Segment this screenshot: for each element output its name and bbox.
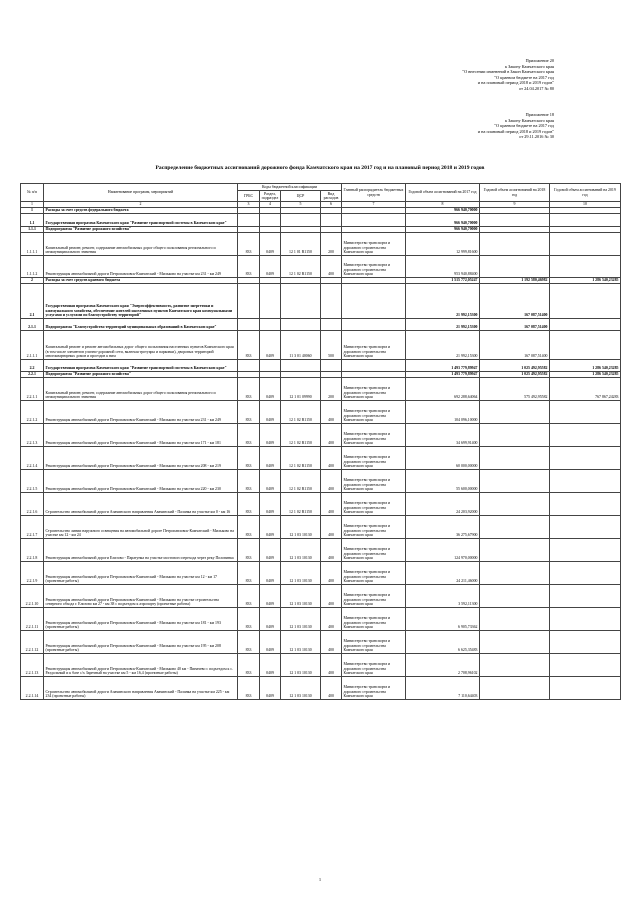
- row-vr: 400: [321, 469, 342, 492]
- row-2019: [550, 318, 621, 330]
- row-2019: [550, 283, 621, 318]
- row-number: 1.1.1.1: [21, 232, 44, 255]
- header-name: Наименование программ, мероприятий: [44, 184, 238, 202]
- row-grbs: 833: [238, 515, 260, 538]
- row-2018: [480, 538, 550, 561]
- row-name: Реконструкция автомобильной дороги Петропавловск-Камчатский - Мильково на участке км 231 - км 249: [44, 255, 238, 277]
- row-name: Государственная программа Камчатского края "Развитие транспортной системы в Камчатском крае": [44, 213, 238, 226]
- row-2017: 1 493 779,89947: [406, 359, 480, 371]
- row-admin: Министерство транспорта и дорожного строительства Камчатского края: [342, 561, 406, 584]
- row-grbs: 833: [238, 469, 260, 492]
- row-2019: [550, 330, 621, 359]
- row-grbs: 833: [238, 653, 260, 676]
- row-2018: [480, 653, 550, 676]
- row-2019: [550, 607, 621, 630]
- row-name: Реконструкция автомобильной дороги Петропавловск-Камчатский - Мильково на участке км 171 - км 181: [44, 423, 238, 446]
- row-2019: 1 286 540,23285: [550, 277, 621, 283]
- row-vr: [321, 283, 342, 318]
- row-grbs: 833: [238, 492, 260, 515]
- row-admin: [342, 359, 406, 371]
- table-row: [21, 676, 621, 699]
- annex-line: Приложение 18: [525, 112, 554, 117]
- annex-18-block: [478, 112, 554, 140]
- header-vr: Вид расходов: [321, 191, 342, 202]
- header-rzpr: Раздел, подраздел: [260, 191, 281, 202]
- row-2018: [480, 400, 550, 423]
- row-number: 2.1.1: [21, 318, 44, 330]
- row-name: Строительство автомобильной дороги Апачинского направления Авачинский - Паланка на участке км 0 - км 16: [44, 492, 238, 515]
- row-csr: 12 1 03 10130: [281, 538, 321, 561]
- row-2017: 60 000,00000: [406, 446, 480, 469]
- row-csr: 12 1 03 10130: [281, 630, 321, 653]
- row-admin: Министерство транспорта и дорожного строительства Камчатского края: [342, 538, 406, 561]
- row-name: Государственная программа Камчатского края "Развитие транспортной системы в Камчатском крае": [44, 359, 238, 371]
- row-number: 2.2.1.6: [21, 492, 44, 515]
- annex-line: Приложение 20: [525, 58, 554, 63]
- row-number: 2.2.1.10: [21, 584, 44, 607]
- row-vr: 500: [321, 330, 342, 359]
- annex-line: от 24.04.2017 № 80: [519, 85, 554, 91]
- row-name: Подпрограмма "Развитие дорожного хозяйства": [44, 226, 238, 232]
- header-2018: Годовой объем ассигнований на 2018 год: [480, 184, 550, 202]
- row-name: Реконструкция автомобильной дороги Петропавловск-Камчатский - Мильково на участке км 181 - км 193 (проектные работы): [44, 607, 238, 630]
- row-number: 2.2.1.4: [21, 446, 44, 469]
- row-vr: 400: [321, 400, 342, 423]
- row-csr: 12 1 02 R1150: [281, 255, 321, 277]
- header-2019: Годовой объем ассигнований на 2019 год: [550, 184, 621, 202]
- annex-20-block: [462, 58, 554, 92]
- table-row: [21, 446, 621, 469]
- table-row: [21, 359, 621, 371]
- row-name: Строительство автомобильной дороги Апачинского направления Авачинский - Паланка на участке км 225 - км 234 (проектные работы): [44, 676, 238, 699]
- row-number: 2.2.1.12: [21, 630, 44, 653]
- table-row: [21, 423, 621, 446]
- row-rzpr: 0409: [260, 538, 281, 561]
- row-2018: [480, 584, 550, 607]
- column-number: 4: [260, 202, 281, 208]
- row-2018: [480, 630, 550, 653]
- row-vr: 400: [321, 515, 342, 538]
- annex-line: и на плановый период 2018 и 2019 годов": [477, 80, 554, 86]
- row-vr: 200: [321, 232, 342, 255]
- column-number: 9: [480, 202, 550, 208]
- table-row: [21, 318, 621, 330]
- row-2018: [480, 561, 550, 584]
- row-csr: 12 1 03 10130: [281, 515, 321, 538]
- row-2017: 6 905,73362: [406, 607, 480, 630]
- header-2017: Годовой объем ассигнований на 2017 год: [406, 184, 480, 202]
- row-2017: 2 708,96102: [406, 653, 480, 676]
- table-row: [21, 561, 621, 584]
- row-admin: Министерство транспорта и дорожного строительства Камчатского края: [342, 232, 406, 255]
- row-2017: 104 096,10000: [406, 400, 480, 423]
- header-num: № п/п: [21, 184, 44, 202]
- row-vr: 400: [321, 676, 342, 699]
- row-name: Реконструкция автомобильной дороги Петропавловск-Камчатский - Мильково на участке строительства северного обхода г. Елизово км 27 - км 38 с подъездом к аэропорту (проектные работы): [44, 584, 238, 607]
- row-name: Расходы за счет средств федерального бюджета: [44, 207, 238, 213]
- row-vr: 400: [321, 607, 342, 630]
- row-2017: 7 110,64403: [406, 676, 480, 699]
- row-rzpr: 0409: [260, 584, 281, 607]
- table-row: [21, 630, 621, 653]
- row-2019: [550, 446, 621, 469]
- row-rzpr: 0409: [260, 423, 281, 446]
- row-2019: [550, 515, 621, 538]
- column-number: 1: [21, 202, 44, 208]
- row-admin: Министерство транспорта и дорожного строительства Камчатского края: [342, 515, 406, 538]
- column-number: 2: [44, 202, 238, 208]
- row-grbs: 833: [238, 584, 260, 607]
- row-rzpr: 0409: [260, 446, 281, 469]
- row-2018: 167 087,51400: [480, 318, 550, 330]
- row-2017: 34 699,91400: [406, 423, 480, 446]
- row-rzpr: 0409: [260, 653, 281, 676]
- table-row: [21, 469, 621, 492]
- row-2017: 124 970,00000: [406, 538, 480, 561]
- row-vr: [321, 318, 342, 330]
- row-grbs: 833: [238, 561, 260, 584]
- row-2018: [480, 676, 550, 699]
- row-csr: [281, 213, 321, 226]
- page-number: 1: [318, 877, 322, 882]
- row-2018: 1 025 492,95582: [480, 371, 550, 377]
- row-2019: [550, 584, 621, 607]
- row-name: Реконструкция автомобильной дороги Петропавловск-Камчатский - Мильково на участке км 220 - км 230: [44, 469, 238, 492]
- row-2017: 21 992,15300: [406, 330, 480, 359]
- row-number: 2.1: [21, 283, 44, 318]
- row-admin: Министерство транспорта и дорожного строительства Камчатского края: [342, 469, 406, 492]
- row-vr: 400: [321, 630, 342, 653]
- annex-line: к Закону Камчатского края: [504, 117, 554, 123]
- row-grbs: [238, 359, 260, 371]
- row-2017: 24 203,92000: [406, 492, 480, 515]
- row-csr: 12 1 02 R1150: [281, 469, 321, 492]
- row-number: 2.2: [21, 359, 44, 371]
- row-number: 2.2.1.14: [21, 676, 44, 699]
- row-2017: 12 999,81600: [406, 232, 480, 255]
- row-2019: [550, 213, 621, 226]
- annex-line: к Закону Камчатского края: [504, 63, 554, 69]
- annex-line: "О внесении изменений в Закон Камчатского края: [462, 69, 554, 75]
- row-2019: [550, 255, 621, 277]
- row-rzpr: 0409: [260, 492, 281, 515]
- table-row: [21, 538, 621, 561]
- row-vr: 400: [321, 538, 342, 561]
- row-2018: [480, 492, 550, 515]
- row-2019: 1 286 540,23285: [550, 371, 621, 377]
- row-name: Подпрограмма "Развитие дорожного хозяйства": [44, 371, 238, 377]
- header-csr: ЦСР: [281, 191, 321, 202]
- row-name: Реконструкция автомобильной дороги Петропавловск-Камчатский - Мильково 40 км - Пиначево с подъездом к с. Раздольный и к базе с/х Заречный на участке км 5 - км 16,4 (проектные работы): [44, 653, 238, 676]
- row-2018: [480, 446, 550, 469]
- header-admin: Главный распорядитель бюджетных средств: [342, 184, 406, 202]
- table-row: [21, 515, 621, 538]
- row-number: 1.1.1.2: [21, 255, 44, 277]
- annex-line: и на плановый период 2018 и 2019 годов": [477, 128, 554, 134]
- row-rzpr: 0409: [260, 255, 281, 277]
- row-name: Капитальный ремонт, ремонт, содержание автомобильных дорог общего пользования регионального и межмуниципального значения: [44, 377, 238, 400]
- row-2017: 55 600,00000: [406, 469, 480, 492]
- row-csr: 12 1 01 R1150: [281, 232, 321, 255]
- row-vr: 400: [321, 446, 342, 469]
- document-title: Распределение бюджетных ассигнований дорожного фонда Камчатского края на 2017 год и на плановый период 2018 и 2019 годов: [155, 165, 485, 171]
- row-grbs: 833: [238, 423, 260, 446]
- row-2017: 966 940,70000: [406, 226, 480, 232]
- table-row: [21, 400, 621, 423]
- row-vr: 200: [321, 377, 342, 400]
- row-vr: 400: [321, 561, 342, 584]
- row-name: Расходы за счет средств краевого бюджета: [44, 277, 238, 283]
- row-2019: 1 286 540,23285: [550, 359, 621, 371]
- row-number: 2.2.1.11: [21, 607, 44, 630]
- row-grbs: 833: [238, 676, 260, 699]
- row-admin: Министерство транспорта и дорожного строительства Камчатского края: [342, 400, 406, 423]
- row-grbs: [238, 283, 260, 318]
- row-name: Реконструкция автомобильной дороги Петропавловск-Камчатский - Мильково на участке км 208 - км 219: [44, 446, 238, 469]
- row-2019: [550, 492, 621, 515]
- row-csr: 12 1 03 10130: [281, 653, 321, 676]
- row-name: Реконструкция автомобильной дороги Петропавловск-Камчатский - Мильково на участке км 195 - км 208 (проектные работы): [44, 630, 238, 653]
- row-csr: 12 1 03 10130: [281, 561, 321, 584]
- row-csr: 12 1 02 R1150: [281, 400, 321, 423]
- row-admin: Министерство транспорта и дорожного строительства Камчатского края: [342, 446, 406, 469]
- row-rzpr: 0409: [260, 469, 281, 492]
- row-number: 2.2.1.9: [21, 561, 44, 584]
- row-2019: [550, 676, 621, 699]
- row-2018: [480, 607, 550, 630]
- row-number: 2.2.1.5: [21, 469, 44, 492]
- table-row: [21, 607, 621, 630]
- column-number: 3: [238, 202, 260, 208]
- row-number: 2: [21, 277, 44, 283]
- row-2017: 24 211,46000: [406, 561, 480, 584]
- row-vr: 400: [321, 423, 342, 446]
- row-number: 2.2.1: [21, 371, 44, 377]
- header-grbs: ГРБС: [238, 191, 260, 202]
- row-number: 1.1: [21, 213, 44, 226]
- row-2017: 21 992,15300: [406, 283, 480, 318]
- row-2018: [480, 423, 550, 446]
- row-grbs: 833: [238, 400, 260, 423]
- row-grbs: 833: [238, 538, 260, 561]
- row-csr: [281, 359, 321, 371]
- row-csr: 11 3 01 40060: [281, 330, 321, 359]
- row-2018: [480, 515, 550, 538]
- row-2019: [550, 538, 621, 561]
- row-csr: 12 1 02 R1150: [281, 446, 321, 469]
- row-number: 1: [21, 207, 44, 213]
- annex-line: "О краевом бюджете на 2017 год: [494, 74, 554, 80]
- row-rzpr: [260, 213, 281, 226]
- row-2017: 21 992,15300: [406, 318, 480, 330]
- row-2017: 953 940,88400: [406, 255, 480, 277]
- row-admin: Министерство транспорта и дорожного строительства Камчатского края: [342, 492, 406, 515]
- row-grbs: [238, 213, 260, 226]
- row-name: Строительство линии наружного освещения на автомобильной дороге Петропавловск-Камчатский - Мильково на участке км 12 - км 24: [44, 515, 238, 538]
- column-number: 7: [342, 202, 406, 208]
- row-admin: Министерство транспорта и дорожного строительства Камчатского края: [342, 630, 406, 653]
- row-grbs: 833: [238, 446, 260, 469]
- row-csr: 12 1 03 10130: [281, 584, 321, 607]
- row-2017: 966 940,70000: [406, 213, 480, 226]
- row-admin: Министерство транспорта и дорожного строительства Камчатского края: [342, 676, 406, 699]
- row-number: 2.2.1.1: [21, 377, 44, 400]
- budget-table: [20, 183, 621, 700]
- row-2019: [550, 469, 621, 492]
- row-vr: [321, 213, 342, 226]
- row-number: 1.1.1: [21, 226, 44, 232]
- row-admin: Министерство транспорта и дорожного строительства Камчатского края: [342, 653, 406, 676]
- row-admin: Министерство транспорта и дорожного строительства Камчатского края: [342, 584, 406, 607]
- row-rzpr: 0409: [260, 630, 281, 653]
- row-rzpr: 0409: [260, 515, 281, 538]
- row-grbs: 833: [238, 330, 260, 359]
- table-row: [21, 653, 621, 676]
- table-row: [21, 330, 621, 359]
- row-2019: 767 867,24283: [550, 377, 621, 400]
- row-csr: 12 1 01 09990: [281, 377, 321, 400]
- row-admin: Министерство транспорта и дорожного строительства Камчатского края: [342, 423, 406, 446]
- header-codes: Коды бюджетной классификации: [238, 184, 342, 191]
- row-grbs: 833: [238, 232, 260, 255]
- row-2018: 1 025 492,95582: [480, 359, 550, 371]
- row-number: 2.2.1.13: [21, 653, 44, 676]
- row-csr: 12 1 03 10130: [281, 607, 321, 630]
- row-name: Реконструкция автомобильной дороги Елизово - Паратунка на участке мостового перехода через реку Половинка: [44, 538, 238, 561]
- annex-line: "О краевом бюджете на 2017 год: [494, 123, 554, 129]
- row-2017: 3 592,11300: [406, 584, 480, 607]
- column-number: 8: [406, 202, 480, 208]
- row-2019: [550, 653, 621, 676]
- row-admin: [342, 213, 406, 226]
- row-2018: [480, 232, 550, 255]
- row-rzpr: [260, 359, 281, 371]
- row-number: 2.2.1.2: [21, 400, 44, 423]
- row-vr: 400: [321, 492, 342, 515]
- row-vr: [321, 359, 342, 371]
- row-grbs: 833: [238, 607, 260, 630]
- row-name: Капитальный ремонт, ремонт, содержание автомобильных дорог общего пользования регионального и межмуниципального значения: [44, 232, 238, 255]
- row-2019: [550, 400, 621, 423]
- row-csr: [281, 283, 321, 318]
- table-row: [21, 213, 621, 226]
- row-2018: [480, 213, 550, 226]
- row-admin: [342, 318, 406, 330]
- row-csr: [281, 318, 321, 330]
- row-grbs: 833: [238, 630, 260, 653]
- row-2018: 1 192 580,46982: [480, 277, 550, 283]
- row-rzpr: 0409: [260, 561, 281, 584]
- row-grbs: 833: [238, 255, 260, 277]
- row-admin: Министерство транспорта и дорожного строительства Камчатского края: [342, 330, 406, 359]
- table-row: [21, 232, 621, 255]
- table-row: [21, 377, 621, 400]
- row-rzpr: [260, 318, 281, 330]
- row-name: Реконструкция автомобильной дороги Петропавловск-Камчатский - Мильково на участке км 231 - км 249: [44, 400, 238, 423]
- row-name: Государственная программа Камчатского края "Энергоэффективность, развитие энергетики и коммунального хозяйства, обеспечение жителей населенных пунктов Камчатского края коммунальными услугами и услугами по благоустройству территорий": [44, 283, 238, 318]
- column-number: 6: [321, 202, 342, 208]
- row-csr: 12 1 02 R1150: [281, 423, 321, 446]
- row-number: 2.2.1.7: [21, 515, 44, 538]
- row-2019: [550, 630, 621, 653]
- row-admin: Министерство транспорта и дорожного строительства Камчатского края: [342, 255, 406, 277]
- table-row: [21, 283, 621, 318]
- row-name: Подпрограмма "Благоустройство территорий муниципальных образований в Камчатском крае": [44, 318, 238, 330]
- row-csr: 12 1 03 10130: [281, 676, 321, 699]
- row-rzpr: 0409: [260, 400, 281, 423]
- row-2017: 692 288,64064: [406, 377, 480, 400]
- row-admin: Министерство транспорта и дорожного строительства Камчатского края: [342, 607, 406, 630]
- row-vr: 400: [321, 255, 342, 277]
- row-name: Капитальный ремонт и ремонт автомобильных дорог общего пользования населенных пунктов Камчатского края (в том числе элементов улично-дорожной сети, включая тротуары и парковки), дворовых территорий многоквартирных домов и проездов к ним: [44, 330, 238, 359]
- row-name: Реконструкция автомобильной дороги Петропавловск-Камчатский - Мильково на участке км 12 - км 17 (проектные работы): [44, 561, 238, 584]
- row-grbs: 833: [238, 377, 260, 400]
- row-2017: 1 515 772,05247: [406, 277, 480, 283]
- row-2017: 966 940,70000: [406, 207, 480, 213]
- row-rzpr: 0409: [260, 232, 281, 255]
- row-2017: 36 275,67900: [406, 515, 480, 538]
- row-rzpr: 0409: [260, 377, 281, 400]
- row-2017: 1 493 779,89947: [406, 371, 480, 377]
- table-row: [21, 584, 621, 607]
- row-csr: 12 1 02 R1150: [281, 492, 321, 515]
- table-row: [21, 255, 621, 277]
- row-rzpr: [260, 283, 281, 318]
- row-number: 2.2.1.3: [21, 423, 44, 446]
- row-vr: 400: [321, 584, 342, 607]
- row-vr: 400: [321, 653, 342, 676]
- row-2019: [550, 232, 621, 255]
- row-admin: Министерство транспорта и дорожного строительства Камчатского края: [342, 377, 406, 400]
- row-number: 2.2.1.8: [21, 538, 44, 561]
- row-number: 2.1.1.1: [21, 330, 44, 359]
- column-number: 10: [550, 202, 621, 208]
- column-number: 5: [281, 202, 321, 208]
- row-2017: 6 625,35483: [406, 630, 480, 653]
- row-2018: 575 492,95582: [480, 377, 550, 400]
- table-row: [21, 492, 621, 515]
- row-admin: [342, 283, 406, 318]
- row-2018: 167 087,51400: [480, 283, 550, 318]
- row-2018: 167 087,51400: [480, 330, 550, 359]
- row-2019: [550, 561, 621, 584]
- row-2018: [480, 255, 550, 277]
- row-grbs: [238, 318, 260, 330]
- row-2018: [480, 469, 550, 492]
- row-rzpr: 0409: [260, 676, 281, 699]
- row-2019: [550, 423, 621, 446]
- annex-line: от 29.11.2016 № 30: [519, 134, 554, 140]
- row-rzpr: 0409: [260, 330, 281, 359]
- row-rzpr: 0409: [260, 607, 281, 630]
